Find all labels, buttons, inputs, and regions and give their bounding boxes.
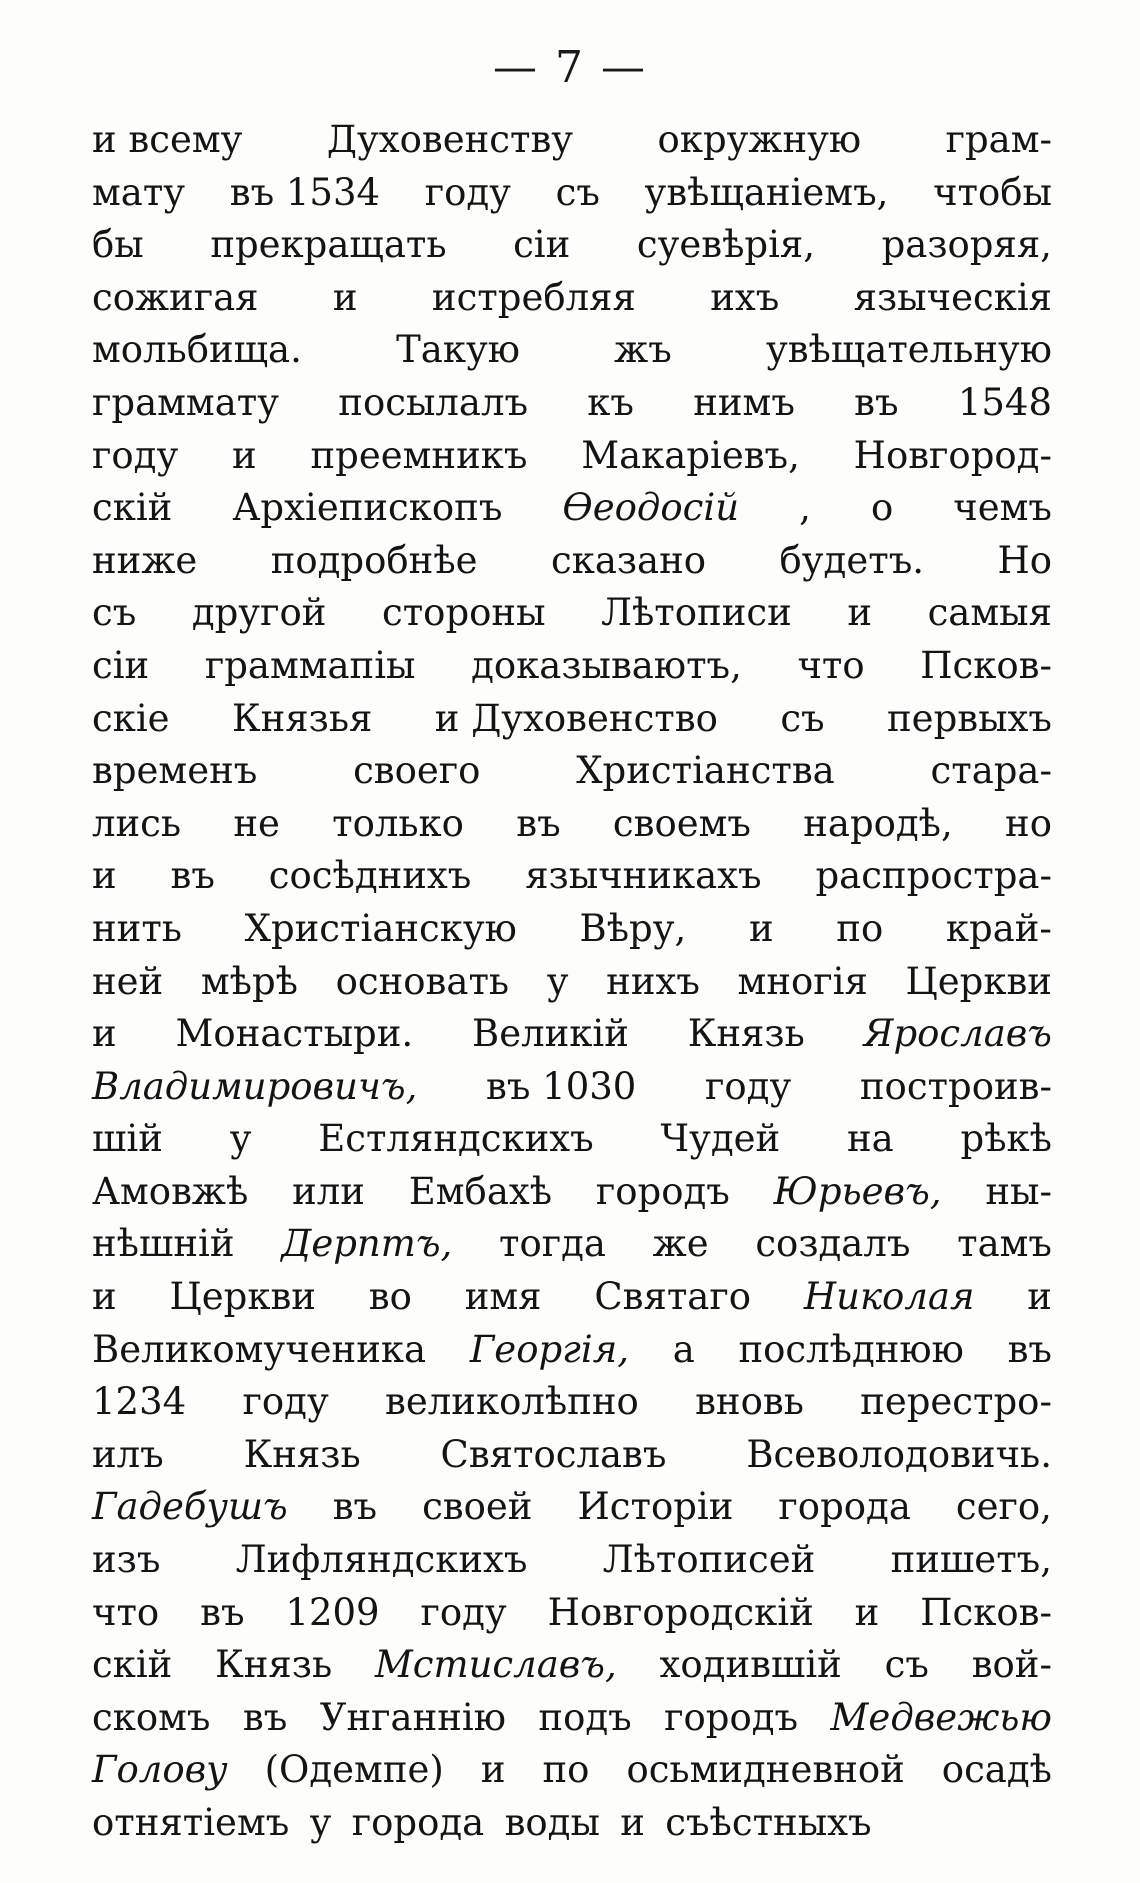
word: разоряя, [881, 223, 1052, 267]
italic-word: Владимировичъ, [92, 1064, 418, 1108]
word: имя [464, 1275, 542, 1319]
word: осадѣ [941, 1748, 1052, 1792]
word: отнятіемъ [92, 1801, 290, 1844]
word: чтобы [933, 170, 1052, 214]
word: Князья [232, 696, 373, 740]
word: въ [1007, 1327, 1052, 1371]
word: съ [555, 170, 600, 214]
word: по [542, 1748, 590, 1792]
word: Князь [687, 1012, 805, 1056]
word: Святославъ [440, 1432, 667, 1476]
word: не [233, 801, 280, 845]
italic-word: Юрьевъ, [773, 1169, 942, 1213]
italic-word: Ярославъ [863, 1012, 1052, 1056]
word: нихъ [606, 959, 700, 1003]
word: другой [191, 591, 327, 635]
text-line [92, 114, 1052, 167]
word: лись [92, 801, 182, 845]
word: Псков- [920, 643, 1052, 687]
word: и всему [92, 118, 243, 161]
word: основать [335, 959, 510, 1003]
word: Макаріевъ, [581, 433, 800, 477]
word: мольбища. [92, 328, 302, 372]
word: граммапіы [204, 643, 416, 687]
text-line [92, 850, 1052, 903]
word: о [870, 486, 894, 530]
text-line [92, 1008, 1052, 1061]
text-line [92, 1376, 1052, 1429]
word: скій [92, 486, 173, 530]
text-line [92, 798, 1052, 851]
word: и [92, 1012, 117, 1056]
word: создалъ [755, 1222, 911, 1266]
word: 1234 [92, 1380, 187, 1424]
word: Церкви [905, 959, 1052, 1003]
word: бы [92, 223, 144, 267]
word: , [799, 486, 811, 530]
text-line [92, 1218, 1052, 1271]
word: сосѣднихъ [268, 854, 472, 898]
word: съ [884, 1643, 929, 1687]
word: сіи [92, 643, 150, 687]
word: распростра- [815, 854, 1052, 898]
word: своей [422, 1485, 533, 1529]
text-line [92, 1639, 1052, 1692]
word: году [420, 1590, 507, 1634]
word: Святаго [594, 1275, 752, 1319]
word: Но [997, 538, 1052, 582]
word: города [778, 1485, 911, 1529]
word: въ [332, 1485, 378, 1529]
word: доказываютъ, [471, 643, 742, 687]
text-line [92, 535, 1052, 588]
word: 1548 [957, 380, 1052, 424]
word: Амовжѣ [92, 1169, 249, 1213]
word: Духовенству [326, 118, 574, 161]
text-line [92, 1113, 1052, 1166]
word: Исторіи [577, 1485, 734, 1529]
word: ходившій [659, 1643, 842, 1687]
word: (Одемпе) [264, 1748, 444, 1792]
word: въ [854, 380, 899, 424]
word: Лѣтописей [602, 1538, 816, 1582]
word: грам- [945, 118, 1052, 161]
word: и [232, 433, 257, 477]
word: скомъ [92, 1695, 211, 1739]
word: Псков- [920, 1590, 1052, 1634]
word: перестро- [860, 1380, 1052, 1424]
word: чемъ [953, 486, 1052, 530]
word: Новгородскій [547, 1590, 814, 1634]
word: язычникахъ [525, 854, 762, 898]
word: въ 1030 [486, 1064, 637, 1108]
word: и [1027, 1275, 1052, 1319]
word: изъ [92, 1538, 161, 1582]
word: и [620, 1801, 645, 1844]
word: сего, [955, 1485, 1052, 1529]
word: году [424, 170, 511, 214]
text-line [92, 1429, 1052, 1482]
italic-word: Гадебушъ [92, 1485, 288, 1529]
word: Новгород- [853, 433, 1052, 477]
word: ниже [92, 538, 198, 582]
word: мѣрѣ [200, 959, 298, 1003]
word: Всеволодовичь. [746, 1432, 1052, 1476]
word: къ [587, 380, 634, 424]
word: году [705, 1064, 792, 1108]
text-line [92, 1271, 1052, 1324]
word: илъ [92, 1432, 164, 1476]
text-line [92, 219, 1052, 272]
word: Церкви [169, 1275, 316, 1319]
text-line [92, 1534, 1052, 1587]
word: съ [92, 591, 137, 635]
word: многія [737, 959, 868, 1003]
text-line [92, 1797, 1052, 1850]
word: Князь [215, 1643, 333, 1687]
word: Естляндскихъ [318, 1117, 594, 1161]
word: и Духовенство [434, 696, 718, 740]
text-line [92, 1324, 1052, 1377]
word: ихъ [710, 275, 780, 319]
word: но [1005, 801, 1052, 845]
text-line [92, 1481, 1052, 1534]
word: прекращать [210, 223, 447, 267]
word: и [92, 854, 117, 898]
word: осьмидневной [626, 1748, 905, 1792]
word: истребляя [431, 275, 636, 319]
word: и [748, 906, 774, 950]
word: будетъ. [779, 538, 924, 582]
word: скій [92, 1643, 173, 1687]
text-line [92, 1061, 1052, 1114]
text-line [92, 693, 1052, 746]
word: Лѣтописи [601, 591, 792, 635]
word: въ [242, 1695, 288, 1739]
text-line [92, 1692, 1052, 1745]
word: вой- [971, 1643, 1052, 1687]
word: по [836, 906, 884, 950]
word: пишетъ, [890, 1538, 1052, 1582]
word: граммату [92, 380, 279, 424]
italic-word: Медвежью [830, 1695, 1052, 1739]
word: Великомученика [92, 1327, 427, 1371]
word: своего [353, 749, 481, 793]
word: а [672, 1327, 695, 1371]
word: увѣщательную [765, 328, 1052, 372]
italic-word: Николая [803, 1275, 975, 1319]
word: городъ [595, 1169, 730, 1213]
word: Унганнію [319, 1695, 506, 1739]
word: Князь [243, 1432, 361, 1476]
word: языческія [853, 275, 1052, 319]
word: что [797, 643, 865, 687]
text-line [92, 956, 1052, 1009]
text-line [92, 903, 1052, 956]
word: нимъ [693, 380, 795, 424]
word: на [847, 1117, 894, 1161]
word: построив- [859, 1064, 1052, 1108]
italic-word: Георгія, [469, 1327, 629, 1371]
text-line [92, 482, 1052, 535]
word: нѣшній [92, 1222, 235, 1266]
page-body-text [92, 114, 1052, 1850]
word: своемъ [612, 801, 751, 845]
word: году [92, 433, 179, 477]
word: Монастыри. [175, 1012, 414, 1056]
word: ней [92, 959, 164, 1003]
word: воды [504, 1801, 600, 1844]
word: окружную [657, 118, 862, 161]
word: Великій [472, 1012, 629, 1056]
word: и [92, 1275, 117, 1319]
word: 1209 [285, 1590, 380, 1634]
word: стороны [381, 591, 546, 635]
word: сіи [513, 223, 571, 267]
word: рѣкѣ [960, 1117, 1052, 1161]
page-number: — 7 — [493, 42, 647, 93]
word: въ 1534 [229, 170, 381, 214]
word: народѣ, [803, 801, 953, 845]
word: увѣщаніемъ, [644, 170, 889, 214]
word: сказано [550, 538, 707, 582]
italic-word: Голову [92, 1748, 228, 1792]
word: шій [92, 1117, 163, 1161]
text-line [92, 1166, 1052, 1219]
word: тамъ [957, 1222, 1052, 1266]
word: вновь [695, 1380, 804, 1424]
word: нить [92, 906, 182, 950]
text-line [92, 377, 1052, 430]
word: же [652, 1222, 709, 1266]
text-line [92, 167, 1052, 220]
word: что [92, 1590, 160, 1634]
text-line [92, 745, 1052, 798]
word: во [368, 1275, 412, 1319]
word: Лифляндскихъ [235, 1538, 528, 1582]
text-line [92, 587, 1052, 640]
word: Христіанскую [244, 906, 517, 950]
text-line [92, 430, 1052, 483]
word: только [332, 801, 464, 845]
word: сожигая [92, 275, 259, 319]
word: преемникъ [310, 433, 528, 477]
word: стара- [930, 749, 1052, 793]
word: городъ [664, 1695, 799, 1739]
word: жъ [614, 328, 672, 372]
word: Христіанства [576, 749, 835, 793]
word: тогда [498, 1222, 606, 1266]
word: Чудей [660, 1117, 781, 1161]
word: великолѣпно [385, 1380, 639, 1424]
word: суевѣрія, [636, 223, 816, 267]
text-line [92, 272, 1052, 325]
word: Ембахѣ [408, 1169, 553, 1213]
word: временъ [92, 749, 258, 793]
word: и [847, 591, 872, 635]
word: посылалъ [338, 380, 528, 424]
word: году [242, 1380, 329, 1424]
text-line [92, 324, 1052, 377]
word: ны- [985, 1169, 1052, 1213]
italic-word: Ѳеодосій [562, 486, 740, 530]
word: послѣднюю [738, 1327, 964, 1371]
word: и [854, 1590, 880, 1634]
text-line [92, 640, 1052, 693]
word: у [229, 1117, 252, 1161]
word: въ [516, 801, 561, 845]
word: край- [945, 906, 1052, 950]
word: скіе [92, 696, 170, 740]
word: первыхъ [887, 696, 1052, 740]
word: Такую [396, 328, 520, 372]
word: у [309, 1801, 332, 1844]
word: съѣстныхъ [665, 1801, 872, 1844]
text-line [92, 1744, 1052, 1797]
italic-word: Мстиславъ, [374, 1643, 617, 1687]
word: подъ [538, 1695, 632, 1739]
word: у [546, 959, 569, 1003]
word: мату [92, 170, 186, 214]
word: въ [200, 1590, 245, 1634]
word: подробнѣе [270, 538, 478, 582]
word: города [351, 1801, 485, 1844]
italic-word: Дерптъ, [281, 1222, 453, 1266]
word: самыя [927, 591, 1052, 635]
word: и [480, 1748, 506, 1792]
text-line [92, 1587, 1052, 1640]
word: Архіепископъ [232, 486, 503, 530]
word: и [332, 275, 358, 319]
word: съ [780, 696, 825, 740]
word: въ [170, 854, 215, 898]
word: или [292, 1169, 365, 1213]
word: Вѣру, [579, 906, 687, 950]
